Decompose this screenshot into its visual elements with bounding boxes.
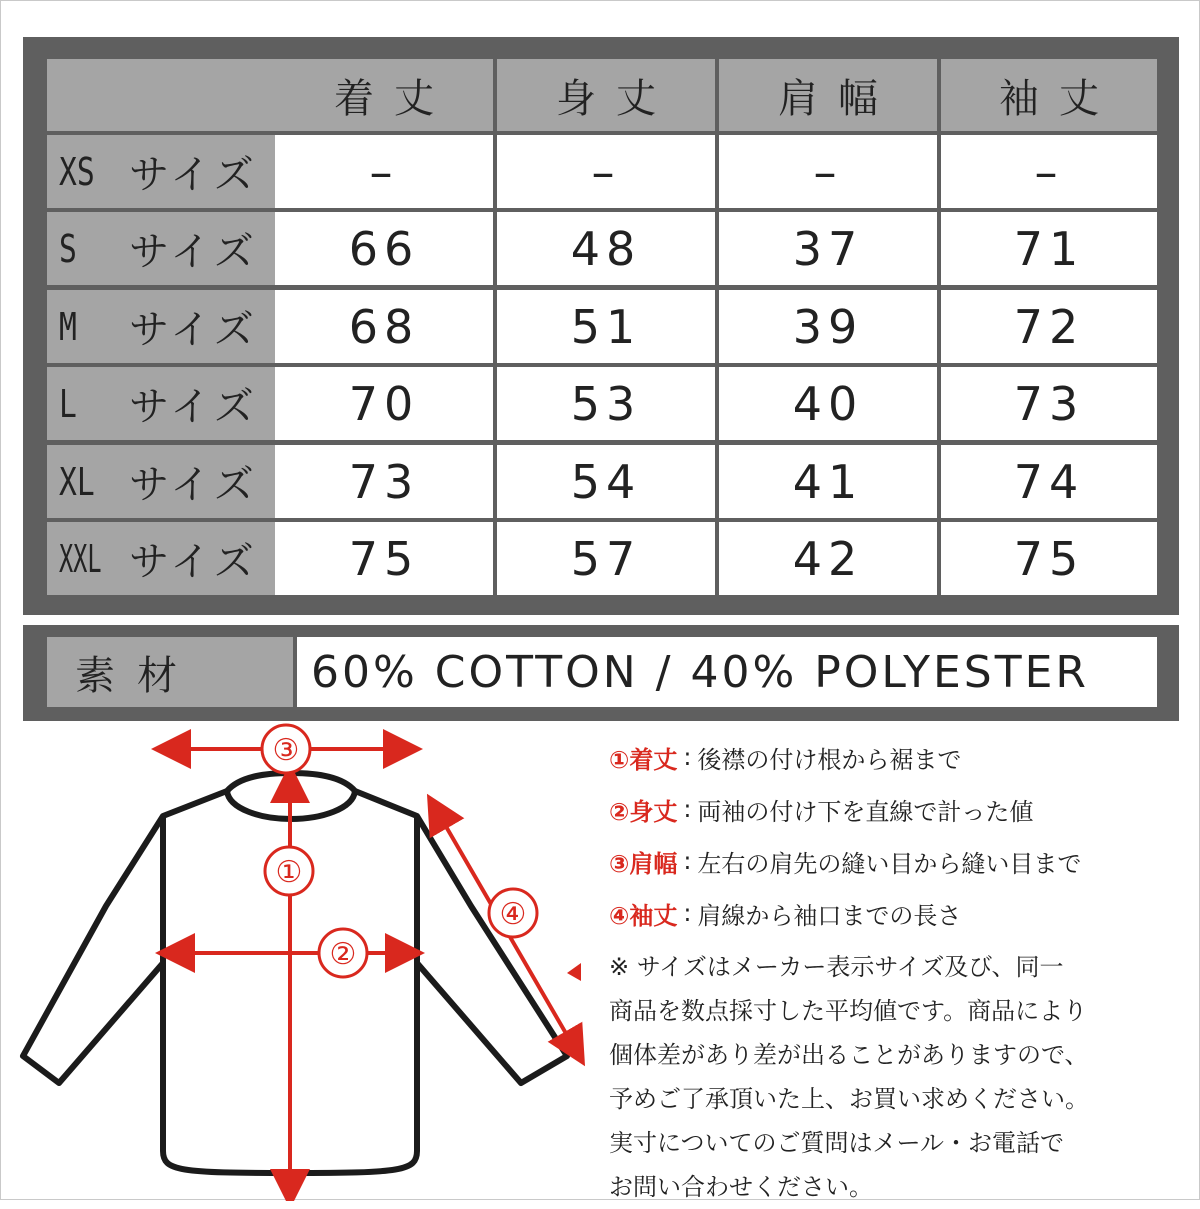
size-code: XXL [59,536,102,581]
note-key: ②身丈 [609,797,678,826]
note-sleeve: ④袖丈 : 肩線から袖口までの長さ [609,887,1189,939]
size-table [23,37,1179,615]
header-length: 着丈 [275,59,493,131]
size-value-cell: 75 [941,522,1157,595]
size-value-cell: 75 [275,522,493,595]
size-code: XL [59,459,95,504]
size-word: サイズ [129,152,258,198]
size-value-cell: 41 [719,445,937,518]
header-body-width: 身丈 [497,59,715,131]
note-length: ①着丈 : 後襟の付け根から裾まで [609,731,1189,783]
size-value-cell: 72 [941,290,1157,363]
header-shoulder: 肩幅 [719,59,937,131]
size-value-cell: 66 [275,212,493,285]
size-code: XS [59,149,95,194]
sleeve-pointer [567,963,581,981]
size-value-cell: 71 [941,212,1157,285]
size-value-cell: 73 [275,445,493,518]
header-corner-cell [47,59,293,131]
disclaimer-line: 予めご了承頂いた上、お買い求めください。 [609,1085,1089,1113]
material-section [23,625,1179,721]
note-key: ①着丈 [609,745,678,774]
size-value-cell: – [941,135,1157,208]
size-value-cell: – [497,135,715,208]
marker-2-label: ② [329,937,357,972]
marker-4-label: ④ [499,897,527,932]
note-body-width: ②身丈 : 両袖の付け下を直線で計った値 [609,783,1189,835]
disclaimer-line: 個体差があり差が出ることがありますので、 [609,1041,1089,1069]
marker-3-label: ③ [272,733,300,768]
size-value-cell: 74 [941,445,1157,518]
note-text: 肩線から袖口までの長さ [697,901,962,930]
size-value-cell: 68 [275,290,493,363]
size-value-cell: 37 [719,212,937,285]
size-code: L [59,381,77,426]
garment-measurement-diagram [1,721,601,1201]
size-word: サイズ [129,539,258,585]
size-value-cell: 54 [497,445,715,518]
size-value-cell: 48 [497,212,715,285]
size-word: サイズ [129,462,258,508]
size-row-label [47,367,293,440]
size-value-cell: – [275,135,493,208]
size-value-cell: 42 [719,522,937,595]
disclaimer [609,945,1189,1209]
size-word: サイズ [129,229,258,275]
note-text: 両袖の付け下を直線で計った値 [697,797,1034,826]
size-value-cell: – [719,135,937,208]
size-value-cell: 73 [941,367,1157,440]
material-value: 60% COTTON / 40% POLYESTER [297,637,1157,707]
material-label: 素材 [47,637,293,707]
note-key: ③肩幅 [609,849,678,878]
marker-1-label: ① [275,855,303,890]
size-row-label [47,290,293,363]
note-shoulder: ③肩幅 : 左右の肩先の縫い目から縫い目まで [609,835,1189,887]
size-row-label [47,212,293,285]
disclaimer-line: お問い合わせください。 [609,1173,873,1201]
size-row-label [47,135,293,208]
note-text: 後襟の付け根から裾まで [697,745,962,774]
size-code: S [59,226,77,271]
size-value-cell: 70 [275,367,493,440]
size-row-label [47,445,293,518]
note-key: ④袖丈 [609,901,678,930]
size-value-cell: 51 [497,290,715,363]
size-value-cell: 57 [497,522,715,595]
size-row-label [47,522,293,595]
size-value-cell: 39 [719,290,937,363]
sweater-outline [23,773,567,1173]
size-value-cell: 40 [719,367,937,440]
header-sleeve: 袖丈 [941,59,1157,131]
note-text: 左右の肩先の縫い目から縫い目まで [697,849,1082,878]
size-word: サイズ [129,384,258,430]
size-word: サイズ [129,307,258,353]
disclaimer-line: 商品を数点採寸した平均値です。商品により [609,997,1088,1025]
disclaimer-line: 実寸についてのご質問はメール・お電話で [609,1129,1065,1157]
disclaimer-line: ※ サイズはメーカー表示サイズ及び、同一 [609,953,1064,981]
measurement-notes [609,731,1189,1209]
size-value-cell: 53 [497,367,715,440]
size-code: M [59,304,77,349]
